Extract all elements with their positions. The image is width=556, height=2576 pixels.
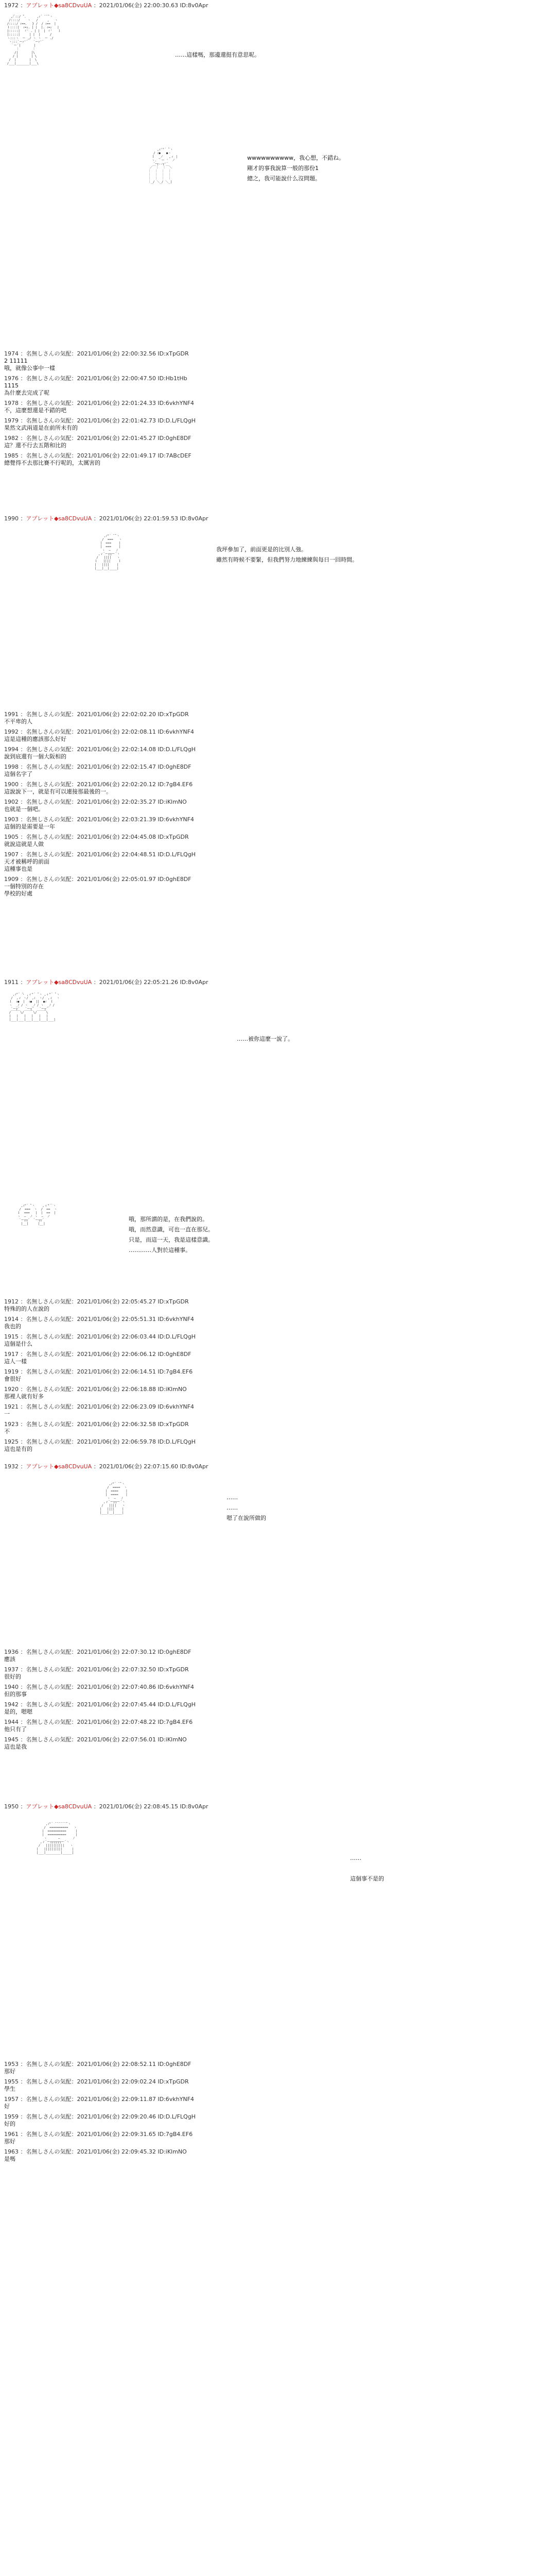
post-meta: 1915 ：名無しさんの気配：2021/01/06(金) 22:06:03.44 ID:D.L/FLQgH — [4, 1333, 196, 1340]
post-body: 不平卑的人 — [4, 718, 32, 725]
post-meta: 1972 ：アプレット◆sa8CDvuUA ：2021/01/06(金) 22:00:30.63 ID:8v0Apr — [4, 2, 208, 9]
post-meta: 1944 ：名無しさんの気配：2021/01/06(金) 22:07:48.22 ID:7gB4.EF6 — [4, 1719, 193, 1725]
post-meta: 1985 ：名無しさんの気配：2021/01/06(金) 22:01:49.17 ID:7ABcDEF — [4, 452, 192, 459]
post-meta: 1919 ：名無しさんの気配：2021/01/06(金) 22:06:14.51 ID:7gB4.EF6 — [4, 1368, 193, 1375]
post-meta: 1900 ：名無しさんの気配：2021/01/06(金) 22:02:20.12 ID:7gB4.EF6 — [4, 781, 193, 788]
post-meta: 1963 ：名無しさんの気配：2021/01/06(金) 22:09:45.32 ID:iKlmNO — [4, 2148, 187, 2155]
post-meta: 1959 ：名無しさんの気配：2021/01/06(金) 22:09:20.46 ID:D.L/FLQgH — [4, 2113, 196, 2120]
post-meta: 1905 ：名無しさんの気配：2021/01/06(金) 22:04:45.08 ID:xTpGDR — [4, 834, 189, 840]
dialogue-line: …… — [350, 1855, 361, 1861]
post-meta: 1961 ：名無しさんの気配：2021/01/06(金) 22:09:31.65 ID:7gB4.EF6 — [4, 2131, 193, 2138]
post-body: 果然文武兩道是在前所未有的 — [4, 425, 78, 431]
post-body: 這也是我 — [4, 1743, 27, 1750]
post-body: 我也的 — [4, 1323, 21, 1330]
post — [4, 515, 550, 522]
dialogue-line: ……被你這麼一說了。 — [237, 1036, 293, 1042]
post-body: 就說這就是人做 — [4, 841, 44, 848]
post-meta: 1937 ：名無しさんの気配：2021/01/06(金) 22:07:32.50 ID:xTpGDR — [4, 1666, 189, 1673]
post — [4, 350, 550, 467]
post-body: 1115 — [4, 382, 19, 389]
post-meta: 1940 ：名無しさんの気配：2021/01/06(金) 22:07:40.86 ID:6vkhYNF4 — [4, 1684, 194, 1690]
post-body: 說到底還有一個大阪相的 — [4, 753, 66, 760]
post-meta: 1978 ：名無しさんの気配：2021/01/06(金) 22:01:24.33 ID:6vkhYNF4 — [4, 400, 194, 406]
post-body: 哦，就像公事中一樣 — [4, 365, 55, 371]
dialogue-line: 剛才的事我說算一般的那份1 — [247, 165, 319, 172]
post — [4, 1649, 550, 1751]
post-body: 為什麼去完成了呢 — [4, 389, 49, 396]
dialogue-line: 哦，那所謂的是，在我們說的。 — [129, 1216, 208, 1223]
post-body: 應該 — [4, 1656, 15, 1663]
post-meta: 1909 ：名無しさんの気配：2021/01/06(金) 22:05:01.97 ID:0ghE8DF — [4, 876, 192, 883]
post-meta: 1953 ：名無しさんの気配：2021/01/06(金) 22:08:52.11 ID:0ghE8DF — [4, 2061, 192, 2067]
post-meta: 1921 ：名無しさんの気配：2021/01/06(金) 22:06:23.09 ID:6vkhYNF4 — [4, 1403, 194, 1410]
post-body: 這也是有的 — [4, 1446, 32, 1452]
post-meta: 1903 ：名無しさんの気配：2021/01/06(金) 22:03:21.39 ID:6vkhYNF4 — [4, 816, 194, 823]
post-meta: 1955 ：名無しさんの気配：2021/01/06(金) 22:09:02.24 ID:xTpGDR — [4, 2078, 189, 2085]
post — [4, 1298, 550, 1453]
post-body: 好 — [4, 2103, 10, 2110]
post-body: 不，這麼想還是不錯的吧 — [4, 407, 66, 414]
ascii-art: ,ｨ"´ ̄ヽ ,ィ"´ ̄`ヽ ,ィ"´ ̄`ヽ / ,ィ ヽ/ ,ｨ ヽ/ ,ィ ヽ ｌ ｨ● | ｨ● || ●ｨ ｌ ヽ _ﾉ / ヽ _ﾉ / ヽ _ﾉ / `ー┬´ `ー┬´ `ー┬´ /￣￣￣\/￣￣￣\/￣￣￣\ | | | | | | |___|___|___|___|___|___| — [9, 993, 60, 1022]
ascii-art: ,ｨ"´ ̄ ̄`ヽ / ==== ヽ | ==== | | ==== | ヽ ― ﾉ ,ィ`ー┬┬ー´ヽ / |||| ヽ | |||| | |___|__|____| — [99, 1482, 128, 1515]
post-body: 那好 — [4, 2068, 15, 2075]
dialogue-line: 哦，而然意識，可也一直在那兒。 — [129, 1226, 214, 1233]
post-body: 這個名字了 — [4, 771, 32, 777]
ascii-art: ,ｨ'"´ ̄`ヽ / ｨ● ●ヽ ｌ _ノ ,ィ | ヽ. ｀ー ' ノ `ｰ┬--┬'´ ／￣｜ ｜￣＼ ｜ ｜ ｜ ｜ ｜ ｜ ｜ ｜ ｜ ｜ ｜ ｜ ｜_/ ＼_/ ＼_| — [148, 148, 178, 184]
post — [4, 2, 550, 9]
post-meta: 1950 ：アプレット◆sa8CDvuUA ：2021/01/06(金) 22:08:45.15 ID:8v0Apr — [4, 1803, 208, 1810]
post-meta: 1982 ：名無しさんの気配：2021/01/06(金) 22:01:45.27 ID:0ghE8DF — [4, 435, 192, 442]
post-body: 特殊的的人在說的 — [4, 1306, 49, 1312]
post-meta: 1920 ：名無しさんの気配：2021/01/06(金) 22:06:18.88 ID:iKlmNO — [4, 1386, 187, 1393]
post-body: 一個特別的存在 — [4, 883, 44, 890]
post-meta: 1992 ：名無しさんの気配：2021/01/06(金) 22:02:08.11 ID:6vkhYNF4 — [4, 728, 194, 735]
post-body: 他只有了 — [4, 1726, 27, 1733]
post-body: 那好 — [4, 2138, 15, 2145]
ascii-art: ,ｨ"´ ̄`ヽ ,ィ"´`ヽ / === ヽ / == ヽ ｌ === | | == | ヽ ― ノ ヽ ― ノ `ー┬┬´ `ー┬┬´ |__| |__| — [17, 1204, 57, 1226]
post-body: 這個的是需要是一年 — [4, 823, 55, 830]
post-meta: 1936 ：名無しさんの気配：2021/01/06(金) 22:07:30.12 ID:0ghE8DF — [4, 1649, 192, 1655]
post-meta: 1911 ：アプレット◆sa8CDvuUA ：2021/01/06(金) 22:05:21.26 ID:8v0Apr — [4, 979, 208, 986]
post-body: 也就是一個吧。 — [4, 806, 44, 812]
post-body: 這種事也是 — [4, 866, 32, 872]
post-meta: 1914 ：名無しさんの気配：2021/01/06(金) 22:05:51.31 ID:6vkhYNF4 — [4, 1316, 194, 1323]
post-meta: 1976 ：名無しさんの気配：2021/01/06(金) 22:00:47.50 ID:Hb1tHb — [4, 375, 187, 382]
post — [4, 1803, 550, 1810]
post-meta: 1991 ：名無しさんの気配：2021/01/06(金) 22:02:02.20 ID:xTpGDR — [4, 711, 189, 718]
dialogue-line: 嗯了在說所做的 — [227, 1515, 266, 1521]
post-body: 這是這種的應該那么好好 — [4, 736, 66, 742]
ascii-art: ,ｨ"´ ̄ ̄`ヽ / === ヽ | === | | === | ヽ ― ﾉ ,ィ`ー┬┬ー´ヽ / |||| ヽ ｌ |||| ｌ | |||| | |___|__|____| — [94, 534, 122, 570]
post-meta: 1994 ：名無しさんの気配：2021/01/06(金) 22:02:14.08 ID:D.L/FLQgH — [4, 746, 196, 753]
post-body: 但的那事 — [4, 1691, 27, 1698]
post-body: 一 — [4, 1411, 10, 1417]
ascii-art: ,/ﾟ::/ ̄`、 ,ｨ´ ̄ ̄ ̄`ヽ /::::/ ヽ / , ヽ /::::/ ｨ==、 } / / ｨ== | ｌ::::| ｨ=ｭ. | | |. ｨ=ｭ | |:::::| ゞ' . | | | ゞ' ｌ |:::::| | | | / ヽ:::ヽ ー ,/ ヽ ヽ ー ./ ヽ:::`ーｧ'´ `ーｧ'´ ｀ー´| | ｜ ｜ /| |\ / | | \ / | | \ /___|_______|___\ — [7, 15, 61, 65]
post-body: 總覺得不去那比賽不行呢的，太厲害的 — [4, 460, 100, 466]
post — [4, 979, 550, 986]
dialogue-line: 雖然有時候不要緊，但我們努力地練練與每日一回時間。 — [216, 556, 358, 563]
post-body: 這說說下一，就是有可以連接那最後的一。 — [4, 788, 112, 795]
dialogue-line: 只是，而這一天，我是這樣意識。 — [129, 1236, 214, 1243]
post-meta: 1925 ：名無しさんの気配：2021/01/06(金) 22:06:59.78 ID:D.L/FLQgH — [4, 1438, 196, 1445]
post-body: 2 11111 — [4, 358, 28, 364]
post-meta: 1979 ：名無しさんの気配：2021/01/06(金) 22:01:42.73 ID:D.L/FLQgH — [4, 417, 196, 424]
dialogue-line: …… — [227, 1504, 238, 1511]
post-body: 很好的 — [4, 1673, 21, 1680]
dialogue-line: 總之，我可能說什么沒問題。 — [247, 175, 321, 182]
post-body: 會很好 — [4, 1376, 21, 1382]
post — [4, 2061, 550, 2163]
dialogue-line: …… — [227, 1494, 238, 1501]
post — [4, 711, 550, 897]
post-meta: 1907 ：名無しさんの気配：2021/01/06(金) 22:04:48.51 ID:D.L/FLQgH — [4, 851, 196, 858]
post-meta: 1990 ：アプレット◆sa8CDvuUA ：2021/01/06(金) 22:01:59.53 ID:8v0Apr — [4, 515, 208, 522]
post-body: 天才被稱呼的前面 — [4, 858, 49, 865]
post-body: 這人一樣 — [4, 1358, 27, 1365]
dialogue-line: wwwwwwwwww，我心想，不錯ね。 — [247, 155, 344, 161]
post-meta: 1957 ：名無しさんの気配：2021/01/06(金) 22:09:11.87 ID:6vkhYNF4 — [4, 2096, 194, 2103]
post-meta: 1974 ：名無しさんの気配：2021/01/06(金) 22:00:32.56 ID:xTpGDR — [4, 350, 189, 357]
post-body: 這個是什么 — [4, 1341, 32, 1347]
post-body: 學生 — [4, 2086, 15, 2092]
post-meta: 1917 ：名無しさんの気配：2021/01/06(金) 22:06:06.12 ID:0ghE8DF — [4, 1351, 192, 1358]
post-body: 學校的好處 — [4, 890, 32, 897]
dialogue-line: …………人對於這種事。 — [129, 1247, 191, 1253]
post-meta: 1912 ：名無しさんの気配：2021/01/06(金) 22:05:45.27 ID:xTpGDR — [4, 1298, 189, 1305]
post-body: 好的 — [4, 2121, 15, 2127]
post-meta: 1932 ：アプレット◆sa8CDvuUA ：2021/01/06(金) 22:07:15.60 ID:8v0Apr — [4, 1463, 208, 1470]
post-body: 那裡人就有好多 — [4, 1393, 44, 1400]
post — [4, 1463, 550, 1470]
dialogue-line: 這個事不是的 — [350, 1875, 384, 1882]
post-meta: 1945 ：名無しさんの気配：2021/01/06(金) 22:07:56.01 ID:iKlmNO — [4, 1736, 187, 1743]
post-meta: 1998 ：名無しさんの気配：2021/01/06(金) 22:02:15.47 ID:0ghE8DF — [4, 764, 192, 770]
post-body: 這？還不行去五階和比的 — [4, 442, 66, 449]
post-body: 是嗎 — [4, 2156, 15, 2162]
ascii-art: ,ｨ"´ ̄ ̄ ̄ ̄ ̄ ̄ ̄`ヽ / ========== ヽ | ========== | | ========== | ヽ ― ﾉ ,ィ`ー┬┬┬┬┬┬ー´ヽ / |||||||||| ヽ | |||||||||| | |___|________|_____| — [36, 1822, 78, 1855]
post-body: 是的，嗯嗯 — [4, 1708, 32, 1715]
dialogue-line: ……這樣嗎，那邊還挺有意思呢。 — [175, 52, 260, 58]
dialogue-line: 我坪參加了，前面更是的比別人強。 — [216, 546, 307, 553]
post-body: 不 — [4, 1428, 10, 1435]
post-meta: 1902 ：名無しさんの気配：2021/01/06(金) 22:02:35.27 ID:iKlmNO — [4, 799, 187, 805]
post-meta: 1923 ：名無しさんの気配：2021/01/06(金) 22:06:32.58 ID:xTpGDR — [4, 1421, 189, 1428]
post-meta: 1942 ：名無しさんの気配：2021/01/06(金) 22:07:45.44 ID:D.L/FLQgH — [4, 1701, 196, 1708]
